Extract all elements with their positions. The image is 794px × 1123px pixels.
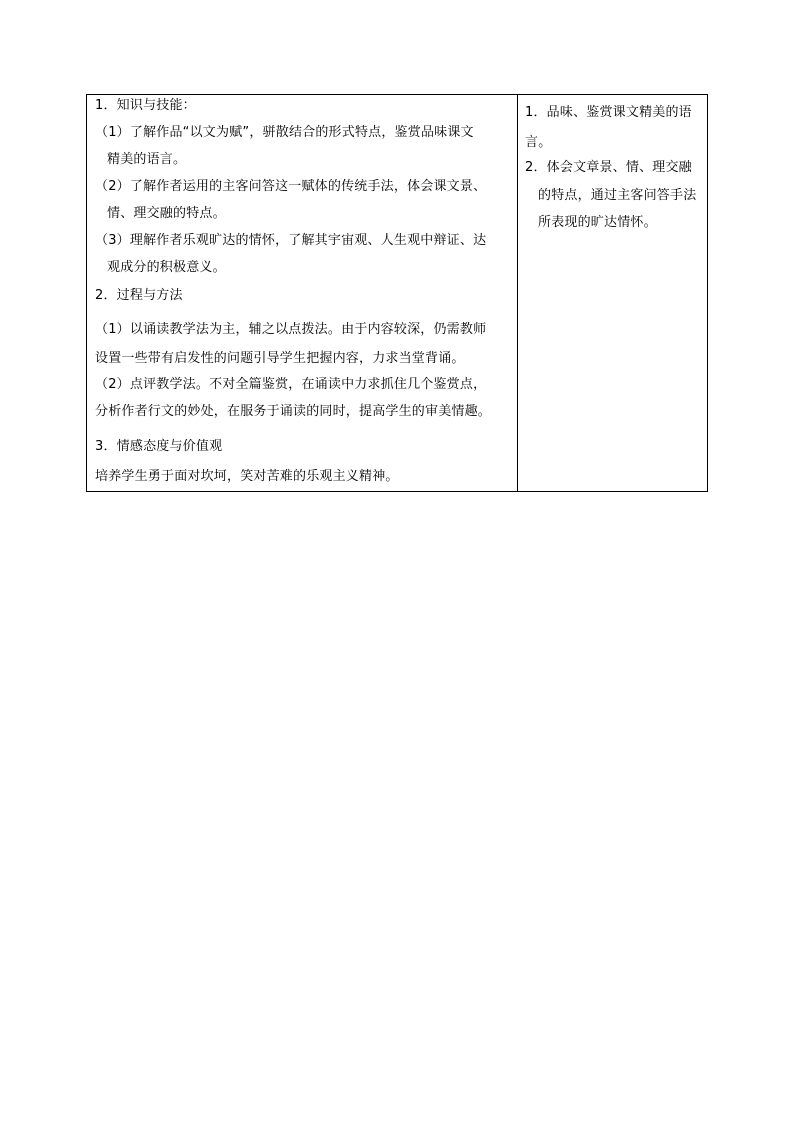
knowledge-heading: 1．知识与技能： <box>95 98 196 113</box>
emotion-heading: 3．情感态度与价值观 <box>95 439 223 454</box>
knowledge-item-3-line-1: （3）理解作者乐观旷达的情怀，了解其宇宙观、人生观中辩证、达 <box>95 233 487 248</box>
knowledge-item-2-line-2: 情、理交融的特点。 <box>107 206 226 221</box>
teaching-objectives-cell <box>87 95 518 491</box>
process-item-2-line-1: （2）点评教学法。不对全篇鉴赏，在诵读中力求抓住几个鉴赏点， <box>95 377 487 392</box>
key-point-2-line-2: 的特点，通过主客问答手法 <box>538 188 697 203</box>
objectives-table <box>86 94 708 492</box>
key-points-cell <box>518 95 707 491</box>
process-heading: 2．过程与方法 <box>95 288 183 303</box>
key-point-2-line-3: 所表现的旷达情怀。 <box>538 215 657 230</box>
knowledge-item-3-line-2: 观成分的积极意义。 <box>107 260 226 275</box>
process-item-2-line-2: 分析作者行文的妙处，在服务于诵读的同时，提高学生的审美情趣。 <box>95 404 492 419</box>
process-item-1-line-1: （1）以诵读教学法为主，辅之以点拨法。由于内容较深，仍需教师 <box>95 322 487 337</box>
emotion-item-1: 培养学生勇于面对坎坷，笑对苦难的乐观主义精神。 <box>95 469 399 484</box>
knowledge-item-1-line-1: （1）了解作品“以文为赋”，骈散结合的形式特点，鉴赏品味课文 <box>95 125 474 140</box>
knowledge-item-1-line-2: 精美的语言。 <box>107 152 187 167</box>
key-point-2-line-1: 2．体会文章景、情、理交融 <box>525 160 692 175</box>
process-item-1-line-2: 设置一些带有启发性的问题引导学生把握内容，力求当堂背诵。 <box>95 351 465 366</box>
key-point-1-line-2: 言。 <box>525 135 552 150</box>
knowledge-item-2-line-1: （2）了解作者运用的主客问答这一赋体的传统手法，体会课文景、 <box>95 179 487 194</box>
key-point-1-line-1: 1．品味、鉴赏课文精美的语 <box>525 105 692 120</box>
